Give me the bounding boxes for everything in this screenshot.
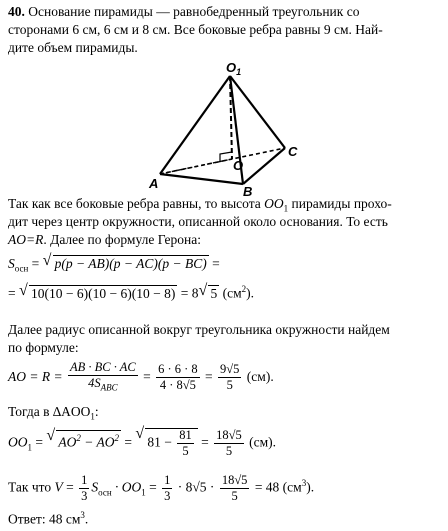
problem-line-3: дите объем пирамиды. xyxy=(8,40,138,55)
solution-line-1: Так как все боковые ребра равны, то высота $OO_1$ пирамиды прохо- xyxy=(8,196,392,214)
triangle-intro: Тогда в $\Delta AOO_1$: xyxy=(8,404,99,422)
sqrt-height: √ $AO^2 - AO^2$ xyxy=(46,427,119,450)
label-c: C xyxy=(288,144,298,159)
solution-line-3: AO=R. Далее по формуле Герона: xyxy=(8,232,201,247)
edge-b-c xyxy=(243,148,285,184)
fraction-height-result: $\frac{18√5}{5}$ xyxy=(216,428,242,458)
edge-a-b xyxy=(160,174,243,184)
pyramid-figure xyxy=(140,56,310,196)
problem-line-1: 40. Основание пирамиды — равнобедренный треугольник со xyxy=(8,4,360,19)
problem-line-2: сторонами 6 см, 6 см и 8 см. Все боковые ребра равны 9 см. Най- xyxy=(8,22,383,37)
fraction-radius-general: $\frac{AB \cdot BC \cdot AC}{4S_{ABC}}$ xyxy=(69,360,136,393)
sqrt-height-values: √ 81 − $\frac{81}{5}$ xyxy=(135,428,197,458)
volume-formula: Так что V = $\frac{1}{3}$ $S_{осн} \cdot OO_1$ = $\frac{1}{3}$ · 8√5 · $\frac{18√5}{5}$ = 48 $(см^3)$. xyxy=(8,473,315,503)
label-o1: $O_1$ xyxy=(226,60,242,77)
fraction-radius-values: $\frac{6 \cdot 6 \cdot 8}{4 \cdot 8√5}$ xyxy=(158,362,198,393)
label-a: A xyxy=(149,176,159,191)
label-b: B xyxy=(243,184,253,196)
sqrt-heron-values: √ 10(10 − 6)(10 − 6)(10 − 8) xyxy=(19,281,176,301)
solution-radius-line-2: по формуле: xyxy=(8,340,79,355)
solution-line-2: дит через центр окружности, описанной около основания. То есть xyxy=(8,214,388,229)
fraction-radius-result: $\frac{9√5}{5}$ xyxy=(220,362,240,393)
answer: Ответ: 48 $см^3$. xyxy=(8,510,89,527)
solution-radius-line-1: Далее радиус описанной вокруг треугольника окружности найдем xyxy=(8,322,390,337)
heron-formula-line-1: $S_{осн}$ = √ p(p − AB)(p − AC)(p − BC) = xyxy=(8,252,220,274)
sqrt-heron: √ p(p − AB)(p − AC)(p − BC) xyxy=(42,252,207,271)
radius-formula: AO = R = $\frac{AB \cdot BC \cdot AC}{4S_{ABC}}$ = $\frac{6 \cdot 6 \cdot 8}{4 \cdot 8√5}$ = $\frac{9√5}{5}$ (см). xyxy=(8,360,274,393)
segment-ao-hidden xyxy=(160,159,232,174)
height-formula: $OO_1$ = √ $AO^2 - AO^2$ = √ 81 − $\frac{81}{5}$ = $\frac{18√5}{5}$ (см). xyxy=(8,425,277,458)
label-o: O xyxy=(233,158,244,173)
problem-number: 40. xyxy=(8,4,25,19)
heron-formula-line-2: = √ 10(10 − 6)(10 − 6)(10 − 8) = 8 √ 5 $(см^2)$. xyxy=(8,281,254,301)
